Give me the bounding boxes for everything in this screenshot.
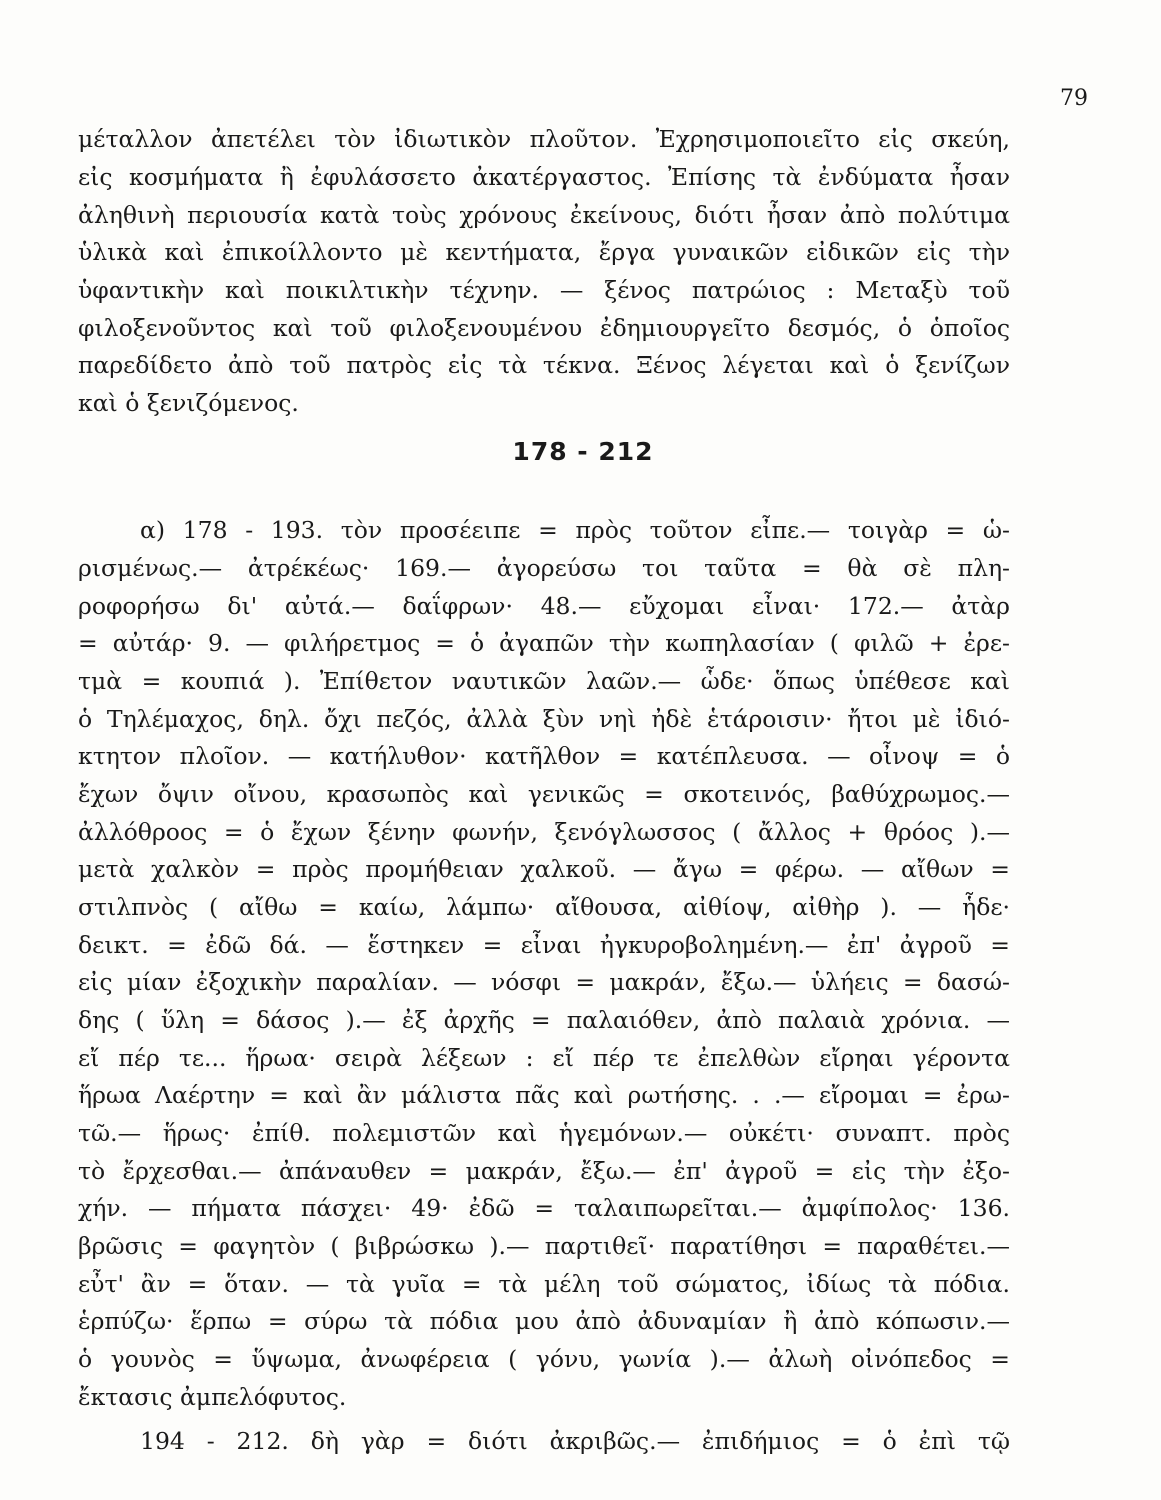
text-line: ἑρπύζω· ἕρπω = σύρω τὰ πόδια μου ἀπὸ ἀδυναμίαν ἢ ἀπὸ κόπωσιν.— [78,1307,1010,1335]
text-line: εἰς κοσμήματα ἢ ἐφυλάσσετο ἀκατέργαστος. Ἐπίσης τὰ ἐνδύματα ἦσαν [78,163,1010,191]
text-line: μετὰ χαλκὸν = πρὸς προμήθειαν χαλκοῦ. — ἄγω = φέρω. — αἴθων = [78,855,1010,883]
text-line: καὶ ὁ ξενιζόμενος. [78,389,299,417]
text-line: ρισμένως.— ἀτρέκέως· 169.— ἀγορεύσω τοι ταῦτα = θὰ σὲ πλη- [78,554,1010,582]
page-number: 79 [1060,86,1088,111]
text-line: δεικτ. = ἐδῶ δά. — ἕστηκεν = εἶναι ἠγκυροβολημένη.— ἐπ' ἀγροῦ = [78,931,1010,959]
text-line: ἔκτασις ἀμπελόφυτος. [78,1383,347,1411]
text-line: ὑλικὰ καὶ ἐπικοίλλοντο μὲ κεντήματα, ἔργα γυναικῶν εἰδικῶν εἰς τὴν [78,238,1010,266]
section-heading: 178 - 212 [512,437,654,466]
text-line: τῶ.— ἥρως· ἐπίθ. πολεμιστῶν καὶ ἡγεμόνων.— οὐκέτι· συναπτ. πρὸς [78,1119,1010,1147]
text-line: ἥρωα Λαέρτην = καὶ ἂν μάλιστα πᾶς καὶ ρωτήσης. . .— εἴρομαι = ἐρω- [78,1081,1010,1109]
text-line: τμὰ = κουπιά ). Ἐπίθετον ναυτικῶν λαῶν.— ὧδε· ὅπως ὑπέθεσε καὶ [78,667,1010,695]
text-line: εὖτ' ἂν = ὅταν. — τὰ γυῖα = τὰ μέλη τοῦ σώματος, ἰδίως τὰ πόδια. [78,1270,1010,1298]
text-line: ἔχων ὄψιν οἴνου, κρασωπὸς καὶ γενικῶς = σκοτεινός, βαθύχρωμος.— [78,780,1010,808]
text-line: τὸ ἔρχεσθαι.— ἀπάναυθεν = μακράν, ἔξω.— ἐπ' ἀγροῦ = εἰς τὴν ἐξο- [78,1157,1010,1185]
document-page [78,0,1088,1500]
text-line: 194 - 212. δὴ γὰρ = διότι ἀκριβῶς.— ἐπιδήμιος = ὁ ἐπὶ τῷ [140,1427,1010,1455]
text-line: δης ( ὕλη = δάσος ).— ἐξ ἀρχῆς = παλαιόθεν, ἀπὸ παλαιὰ χρόνια. — [78,1006,1010,1034]
text-line: κτητον πλοῖον. — κατήλυθον· κατῆλθον = κατέπλευσα. — οἶνοψ = ὁ [78,742,1010,770]
text-line: = αὐτάρ· 9. — φιλήρετμος = ὁ ἀγαπῶν τὴν κωπηλασίαν ( φιλῶ + ἐρε- [78,629,1010,657]
text-line: εἰς μίαν ἐξοχικὴν παραλίαν. — νόσφι = μακράν, ἔξω.— ὑλήεις = δασώ- [78,968,1010,996]
text-line: ἀληθινὴ περιουσία κατὰ τοὺς χρόνους ἐκείνους, διότι ἦσαν ἀπὸ πολύτιμα [78,201,1010,229]
text-line: στιλπνὸς ( αἴθω = καίω, λάμπω· αἴθουσα, αἰθίοψ, αἰθὴρ ). — ἧδε· [78,893,1010,921]
text-line: χήν. — πήματα πάσχει· 49· ἐδῶ = ταλαιπωρεῖται.— ἀμφίπολος· 136. [78,1194,1010,1222]
text-line: μέταλλον ἀπετέλει τὸν ἰδιωτικὸν πλοῦτον. Ἐχρησιμοποιεῖτο εἰς σκεύη, [78,125,1010,153]
text-line: εἴ πέρ τε... ἥρωα· σειρὰ λέξεων : εἴ πέρ τε ἐπελθὼν εἴρηαι γέροντα [78,1044,1010,1072]
text-line: ροφορήσω δι' αὐτά.— δαΐφρων· 48.— εὔχομαι εἶναι· 172.— ἀτὰρ [78,592,1010,620]
text-line: παρεδίδετο ἀπὸ τοῦ πατρὸς εἰς τὰ τέκνα. Ξένος λέγεται καὶ ὁ ξενίζων [78,351,1010,379]
text-line: φιλοξενοῦντος καὶ τοῦ φιλοξενουμένου ἐδημιουργεῖτο δεσμός, ὁ ὁποῖος [78,314,1010,342]
text-line: βρῶσις = φαγητὸν ( βιβρώσκω ).— παρτιθεῖ· παρατίθησι = παραθέτει.— [78,1232,1010,1260]
text-line: ὁ γουνὸς = ὕψωμα, ἀνωφέρεια ( γόνυ, γωνία ).— ἀλωὴ οἰνόπεδος = [78,1345,1010,1373]
text-line: ὑφαντικὴν καὶ ποικιλτικὴν τέχνην. — ξένος πατρώιος : Μεταξὺ τοῦ [78,276,1010,304]
text-line: α) 178 - 193. τὸν προσέειπε = πρὸς τοῦτον εἶπε.— τοιγὰρ = ὡ- [140,516,1010,544]
text-line: ὁ Τηλέμαχος, δηλ. ὄχι πεζός, ἀλλὰ ξὺν νηὶ ἠδὲ ἑτάροισιν· ἤτοι μὲ ἰδιό- [78,705,1010,733]
text-line: ἀλλόθροος = ὁ ἔχων ξένην φωνήν, ξενόγλωσσος ( ἄλλος + θρόος ).— [78,818,1010,846]
